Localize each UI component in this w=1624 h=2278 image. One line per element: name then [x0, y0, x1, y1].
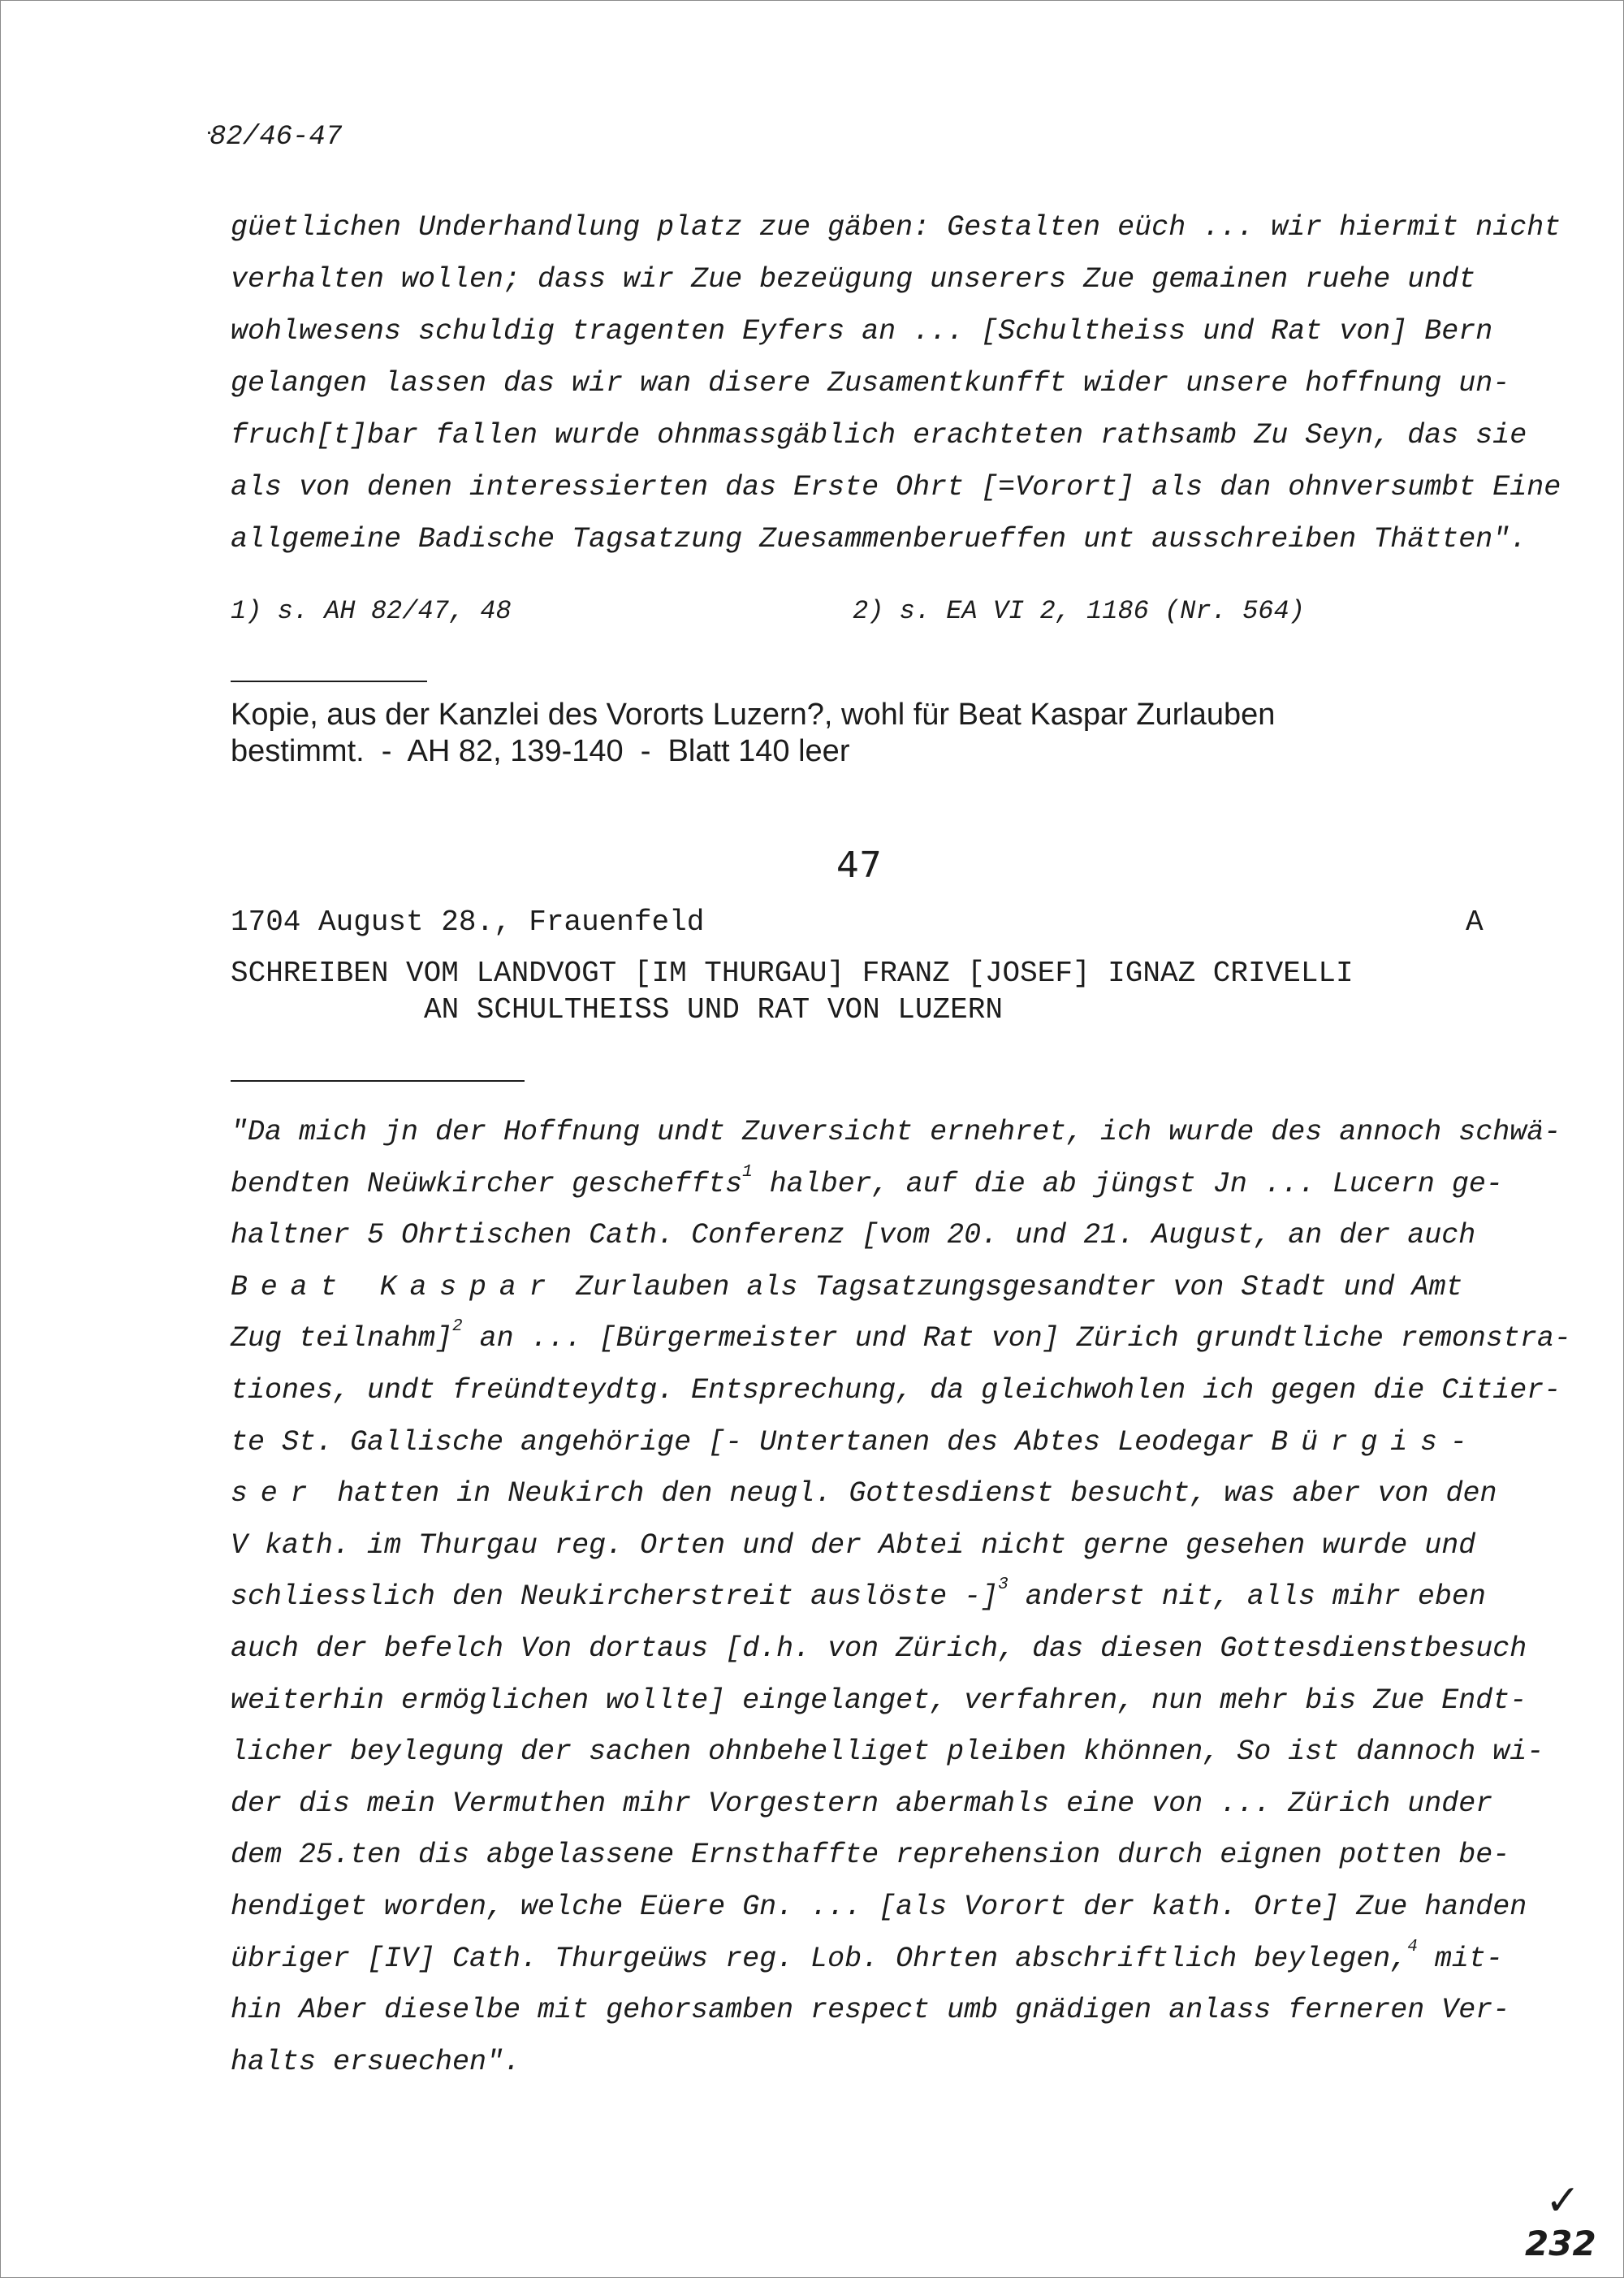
source-note [231, 697, 1546, 770]
text-line: fruch[t]bar fallen wurde ohnmassgäblich erachteten rathsamb Zu Seyn, das sie [231, 419, 1527, 452]
dateline: 1704 August 28., Frauenfeld [231, 906, 705, 939]
footnote-1: 1) s. AH 82/47, 48 [231, 596, 512, 626]
text-segment: Zug teilnahm] [231, 1322, 453, 1355]
text-line [231, 1468, 1530, 1520]
source-note-line: bestimmt. - AH 82, 139-140 - Blatt 140 leer [231, 734, 850, 768]
document-letter: A [1466, 906, 1484, 939]
text-line: haltner 5 Ohrtischen Cath. Conferenz [vom 20. und 21. August, an der auch [231, 1219, 1476, 1252]
text-line: tiones, undt freündteydtg. Entsprechung, da gleichwohlen ich gegen die Citier- [231, 1373, 1561, 1407]
text-segment: mit- [1417, 1942, 1503, 1975]
text-segment: hatten in Neukirch den neugl. Gottesdienst besucht, was aber von den [320, 1477, 1497, 1511]
text-line [231, 1313, 1571, 1365]
text-segment: anderst nit, alls mihr eben [1008, 1580, 1486, 1614]
footnote-2: 2) s. EA VI 2, 1186 (Nr. 564) [853, 596, 1305, 626]
text-segment: halber, auf die ab jüngst Jn ... Lucern ge- [752, 1167, 1503, 1200]
text-line [231, 1159, 1530, 1211]
text-line: als von denen interessierten das Erste Ohrt [=Vorort] als dan ohnversumbt Eine [231, 471, 1561, 504]
text-line: hin Aber dieselbe mit gehorsamben respect umb gnädigen anlass ferneren Ver- [231, 1994, 1510, 2027]
text-line: der dis mein Vermuthen mihr Vorgestern abermahls eine von ... Zürich under [231, 1787, 1493, 1820]
text-line: licher beylegung der sachen ohnbehelliget pleiben khönnen, So ist dannoch wi- [231, 1736, 1544, 1769]
text-segment: schliesslich den Neukircherstreit auslöste -] [231, 1580, 999, 1614]
source-note-line: Kopie, aus der Kanzlei des Vororts Luzern?, wohl für Beat Kaspar Zurlauben [231, 698, 1276, 732]
footnote-marker: 3 [998, 1576, 1009, 1595]
text-line: allgemeine Badische Tagsatzung Zuesammenberueffen unt ausschreiben Thätten". [231, 523, 1527, 555]
text-line: gelangen lassen das wir wan disere Zusamentkunfft wider unsere hoffnung un- [231, 367, 1510, 400]
text-line: güetlichen Underhandlung platz zue gäben: Gestalten eüch ... wir hiermit nicht [231, 211, 1561, 244]
text-line: "Da mich jn der Hoffnung undt Zuversicht ernehret, ich wurde des annoch schwä- [231, 1116, 1561, 1148]
text-line [231, 1262, 1530, 1314]
text-line [231, 1417, 1530, 1469]
document-number: 47 [836, 845, 882, 886]
spaced-name: Beat Kaspar [231, 1270, 559, 1303]
separator-rule [231, 681, 427, 682]
separator-rule [231, 1080, 525, 1082]
text-line: wohlwesens schuldig tragenten Eyfers an ... [Schultheiss und Rat von] Bern [231, 315, 1493, 348]
document-title-line-1: SCHREIBEN VOM LANDVOGT [IM THURGAU] FRANZ [JOSEF] IGNAZ CRIVELLI [231, 957, 1354, 990]
text-segment: Zurlauben als Tagsatzungsgesandter von Stadt und Amt [559, 1270, 1463, 1303]
text-line: dem 25.ten dis abgelassene Ernsthaffte reprehension durch eignen potten be- [231, 1839, 1510, 1872]
text-line [231, 1934, 1530, 1986]
handwritten-page-number: 232 [1525, 2224, 1596, 2263]
text-line: auch der befelch Von dortaus [d.h. von Zürich, das diesen Gottesdienstbesuch [231, 1632, 1527, 1665]
text-line: halts ersuechen". [231, 2045, 521, 2078]
text-line [231, 1571, 1530, 1623]
text-segment: an ... [Bürgermeister und Rat von] Zürich grundtliche remonstra- [462, 1322, 1571, 1355]
footnote-marker: 1 [742, 1162, 753, 1182]
footnote-marker: 2 [452, 1317, 463, 1337]
spaced-name: ser [231, 1477, 321, 1511]
text-line: verhalten wollen; dass wir Zue bezeügung unserers Zue gemainen ruehe undt [231, 263, 1476, 296]
text-line: weiterhin ermöglichen wollte] eingelanget, verfahren, nun mehr bis Zue Endt- [231, 1684, 1527, 1717]
text-segment: bendten Neüwkircher gescheffts [231, 1167, 743, 1200]
text-segment: te St. Gallische angehörige [- Untertanen des Abtes Leodegar [231, 1425, 1272, 1459]
paragraph-continued-quote [231, 201, 1561, 565]
footnote-marker: 4 [1407, 1937, 1418, 1956]
handwritten-check-icon: ✓ [1545, 2176, 1581, 2225]
spaced-name: Bürgis- [1271, 1425, 1480, 1459]
text-line: V kath. im Thurgau reg. Orten und der Abtei nicht gerne gesehen wurde und [231, 1528, 1476, 1562]
text-segment: übriger [IV] Cath. Thurgeüws reg. Lob. Ohrten abschriftlich beylegen, [231, 1942, 1408, 1975]
document-title-line-2: AN SCHULTHEISS UND RAT VON LUZERN [424, 993, 1003, 1027]
document-reference: 82/46-47 [209, 122, 343, 153]
paragraph-letter-text [231, 1107, 1571, 2088]
text-line: hendiget worden, welche Eüere Gn. ... [als Vorort der kath. Orte] Zue handen [231, 1890, 1527, 1923]
